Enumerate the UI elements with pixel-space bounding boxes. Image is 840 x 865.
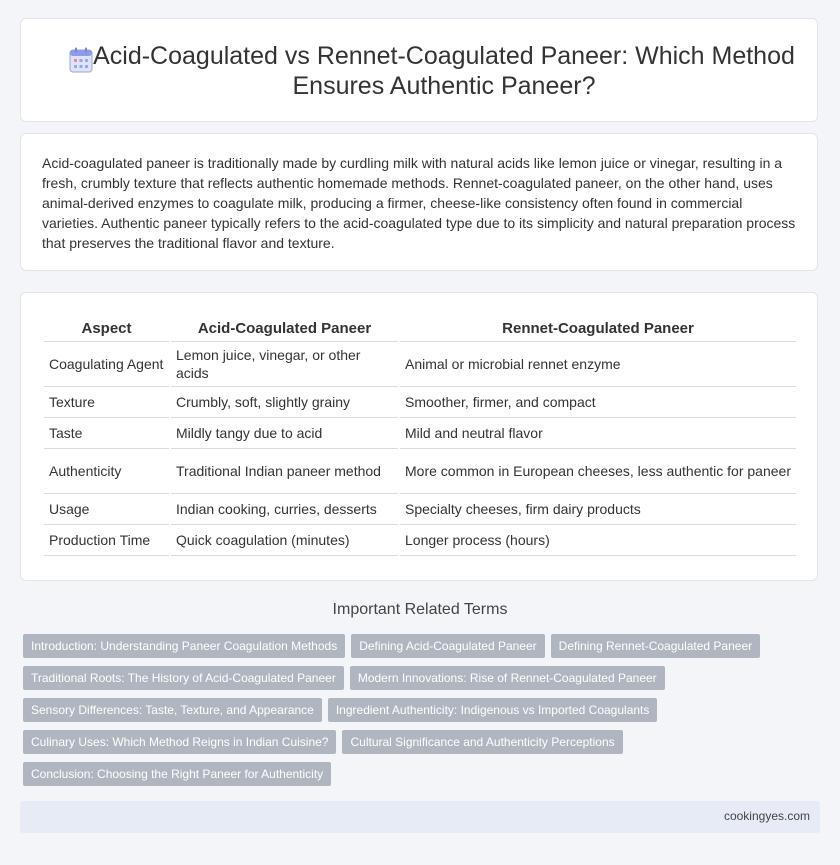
table-cell: Crumbly, soft, slightly grainy (171, 387, 398, 418)
column-header: Aspect (44, 313, 169, 342)
column-header: Acid-Coagulated Paneer (171, 313, 398, 342)
related-tag[interactable]: Culinary Uses: Which Method Reigns in Indian Cuisine? (23, 730, 336, 754)
table-cell: Coagulating Agent (44, 342, 169, 387)
table-cell: More common in European cheeses, less authentic for paneer (400, 449, 796, 494)
table-cell: Authenticity (44, 449, 169, 494)
table-cell: Animal or microbial rennet enzyme (400, 342, 796, 387)
table-cell: Lemon juice, vinegar, or other acids (171, 342, 398, 387)
table-cell: Texture (44, 387, 169, 418)
table-cell: Mildly tangy due to acid (171, 418, 398, 449)
table-cell: Indian cooking, curries, desserts (171, 494, 398, 525)
table-row (44, 449, 796, 494)
related-tag[interactable]: Traditional Roots: The History of Acid-Coagulated Paneer (23, 666, 344, 690)
table-row (44, 418, 796, 449)
column-header: Rennet-Coagulated Paneer (400, 313, 796, 342)
table-cell: Usage (44, 494, 169, 525)
title-card (20, 18, 818, 122)
table-cell: Traditional Indian paneer method (171, 449, 398, 494)
comparison-table (42, 313, 798, 556)
intro-card (20, 133, 818, 271)
related-tag[interactable]: Defining Acid-Coagulated Paneer (351, 634, 544, 658)
related-tag[interactable]: Ingredient Authenticity: Indigenous vs Imported Coagulants (328, 698, 658, 722)
related-tag[interactable]: Sensory Differences: Taste, Texture, and Appearance (23, 698, 322, 722)
calendar-icon (69, 47, 93, 73)
table-cell: Quick coagulation (minutes) (171, 525, 398, 556)
table-cell: Smoother, firmer, and compact (400, 387, 796, 418)
related-tag[interactable]: Modern Innovations: Rise of Rennet-Coagulated Paneer (350, 666, 665, 690)
table-header-row (44, 313, 796, 342)
table-row (44, 494, 796, 525)
page-title: Acid-Coagulated vs Rennet-Coagulated Paneer: Which Method Ensures Authentic Paneer? (93, 42, 795, 100)
table-cell: Specialty cheeses, firm dairy products (400, 494, 796, 525)
comparison-card (20, 292, 818, 581)
related-terms-heading: Important Related Terms (332, 601, 508, 618)
table-cell: Taste (44, 418, 169, 449)
related-tag[interactable]: Defining Rennet-Coagulated Paneer (551, 634, 760, 658)
related-tag[interactable]: Conclusion: Choosing the Right Paneer for Authenticity (23, 762, 331, 786)
related-tags (23, 634, 813, 794)
table-row (44, 387, 796, 418)
table-cell: Longer process (hours) (400, 525, 796, 556)
table-cell: Production Time (44, 525, 169, 556)
related-tag[interactable]: Cultural Significance and Authenticity Perceptions (342, 730, 622, 754)
site-name[interactable]: cookingyes.com (723, 809, 810, 823)
related-tag[interactable]: Introduction: Understanding Paneer Coagulation Methods (23, 634, 345, 658)
table-row (44, 342, 796, 387)
intro-paragraph: Acid-coagulated paneer is traditionally made by curdling milk with natural acids like lemon juice or vinegar, resulting in a fresh, crumbly texture that reflects authentic homemade methods. Rennet-coagulated paneer, on the other hand, uses animal-derived enzymes to coagulate milk, producing a firmer, cheese-like consistency often found in commercial varieties. Authentic paneer typically refers to the acid-coagulated type due to its simplicity and natural preparation process that preserves the traditional flavor and texture. (42, 155, 796, 251)
table-row (44, 525, 796, 556)
footer-bar (20, 801, 820, 833)
table-cell: Mild and neutral flavor (400, 418, 796, 449)
